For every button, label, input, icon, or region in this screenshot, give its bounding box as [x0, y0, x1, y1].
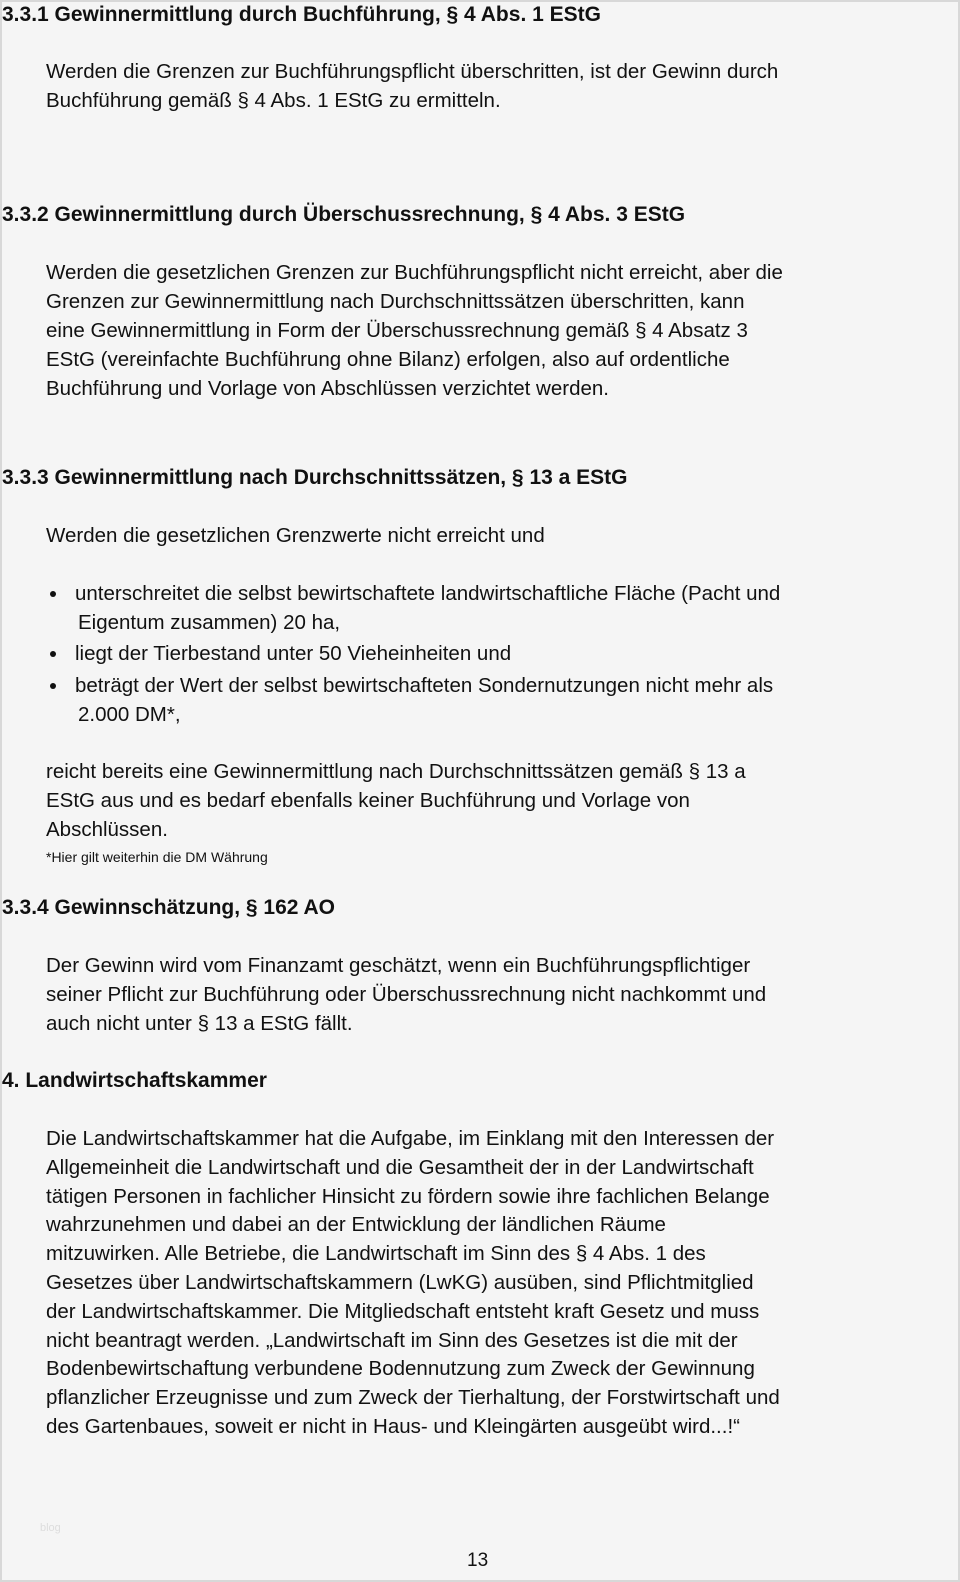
- paragraph-line: EStG (vereinfachte Buchführung ohne Bilanz) erfolgen, also auf ordentliche: [46, 348, 730, 371]
- paragraph-line: tätigen Personen in fachlicher Hinsicht zu fördern sowie ihre fachlichen Belange: [46, 1184, 770, 1208]
- page-number: 13: [467, 1550, 489, 1571]
- bullet-icon: [50, 683, 56, 689]
- paragraph-line: Der Gewinn wird vom Finanzamt geschätzt, wenn ein Buchführungspflichtiger: [46, 954, 751, 977]
- paragraph-line: Gesetzes über Landwirtschaftskammern (LwKG) ausüben, sind Pflichtmitglied: [46, 1271, 754, 1294]
- bullet-icon: [50, 651, 56, 657]
- paragraph-line: reicht bereits eine Gewinnermittlung nach Durchschnittssätzen gemäß § 13 a: [46, 760, 746, 783]
- paragraph-line: seiner Pflicht zur Buchführung oder Überschussrechnung nicht nachkommt und: [46, 983, 767, 1006]
- paragraph-line: eine Gewinnermittlung in Form der Überschussrechnung gemäß § 4 Absatz 3: [46, 319, 748, 342]
- paragraph-line: pflanzlicher Erzeugnisse und zum Zweck der Tierhaltung, der Forstwirtschaft und: [46, 1386, 780, 1410]
- paragraph-line: Werden die gesetzlichen Grenzwerte nicht erreicht und: [46, 524, 545, 547]
- paragraph-line: des Gartenbaues, soweit er nicht in Haus- und Kleingärten ausgeübt wird...!“: [46, 1415, 740, 1438]
- section-heading: 3.3.4 Gewinnschätzung, § 162 AO: [2, 896, 335, 919]
- paragraph-line: Buchführung gemäß § 4 Abs. 1 EStG zu ermitteln.: [46, 89, 501, 112]
- paragraph-line: Allgemeinheit die Landwirtschaft und die Gesamtheit der in der Landwirtschaft: [46, 1155, 754, 1179]
- paragraph-line: Grenzen zur Gewinnermittlung nach Durchschnittssätzen überschritten, kann: [46, 290, 745, 313]
- paragraph-line: nicht beantragt werden. „Landwirtschaft im Sinn des Gesetzes ist die mit der: [46, 1328, 738, 1352]
- bullet-item-text: liegt der Tierbestand unter 50 Vieheinheiten und: [75, 642, 512, 665]
- footnote: *Hier gilt weiterhin die DM Währung: [46, 849, 268, 865]
- paragraph-line: Buchführung und Vorlage von Abschlüssen verzichtet werden.: [46, 377, 609, 400]
- paragraph-line: Die Landwirtschaftskammer hat die Aufgabe, im Einklang mit den Interessen der: [46, 1127, 775, 1150]
- section-heading: 3.3.3 Gewinnermittlung nach Durchschnittssätzen, § 13 a EStG: [2, 466, 628, 489]
- paragraph-line: EStG aus und es bedarf ebenfalls keiner Buchführung und Vorlage von: [46, 789, 690, 812]
- paragraph-line: auch nicht unter § 13 a EStG fällt.: [46, 1012, 353, 1035]
- section-heading: 4. Landwirtschaftskammer: [2, 1069, 267, 1092]
- bullet-item-text: beträgt der Wert der selbst bewirtschafteten Sondernutzungen nicht mehr als: [75, 674, 774, 697]
- paragraph-line: Werden die gesetzlichen Grenzen zur Buchführungspflicht nicht erreicht, aber die: [46, 261, 783, 284]
- paragraph-line: wahrzunehmen und dabei an der Entwicklung der ländlichen Räume: [46, 1213, 666, 1237]
- bullet-item-text: unterschreitet die selbst bewirtschaftete landwirtschaftliche Fläche (Pacht und: [75, 582, 781, 605]
- paragraph-line: der Landwirtschaftskammer. Die Mitgliedschaft entsteht kraft Gesetz und muss: [46, 1299, 760, 1323]
- paragraph-line: Abschlüssen.: [46, 818, 168, 841]
- paragraph-line: Werden die Grenzen zur Buchführungspflicht überschritten, ist der Gewinn durch: [46, 60, 779, 83]
- paragraph-line: Bodenbewirtschaftung verbundene Bodennutzung zum Zweck der Gewinnung: [46, 1357, 755, 1381]
- bullet-icon: [50, 591, 56, 597]
- watermark: blog: [40, 1522, 61, 1534]
- bullet-item-text: 2.000 DM*,: [78, 703, 181, 726]
- section-heading: 3.3.2 Gewinnermittlung durch Überschussrechnung, § 4 Abs. 3 EStG: [2, 203, 686, 226]
- section-heading: 3.3.1 Gewinnermittlung durch Buchführung, § 4 Abs. 1 EStG: [2, 3, 601, 26]
- paragraph-line: mitzuwirken. Alle Betriebe, die Landwirtschaft im Sinn des § 4 Abs. 1 des: [46, 1242, 706, 1266]
- bullet-item-text: Eigentum zusammen) 20 ha,: [78, 611, 341, 634]
